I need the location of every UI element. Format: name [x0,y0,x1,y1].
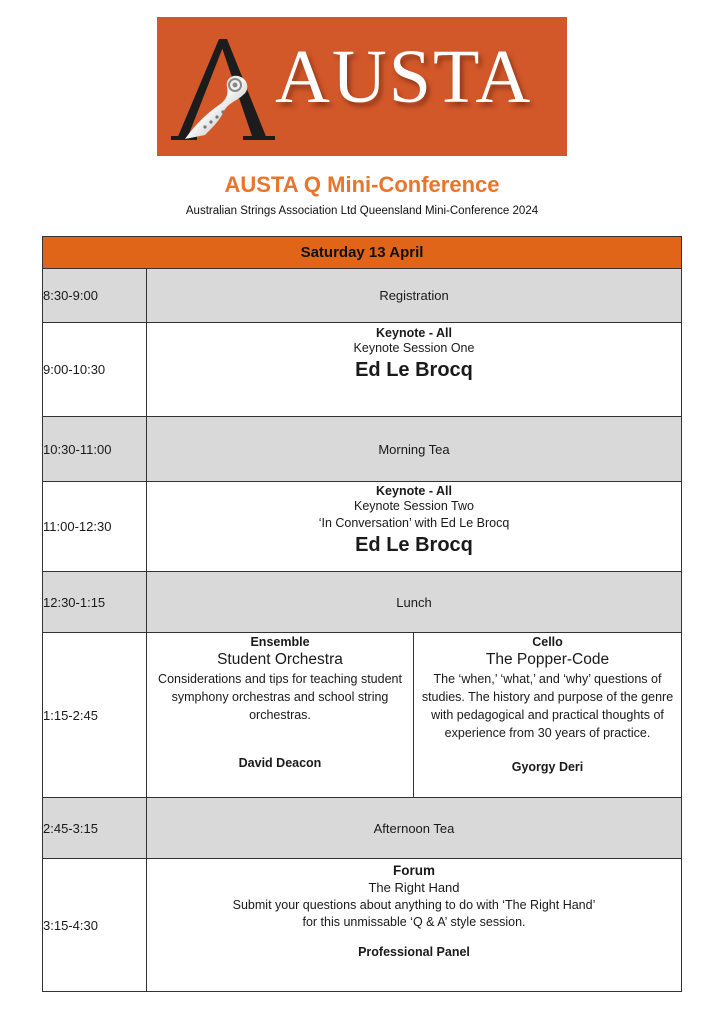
austa-logo [157,17,567,156]
session-cell: Morning Tea [147,417,682,482]
session-title: The Right Hand [368,880,460,895]
table-row [43,269,682,323]
session-type: Keynote - All [376,484,452,498]
session-title: Student Orchestra [217,651,343,668]
logo-wordmark: AUSTA [275,35,533,119]
table-row [43,482,682,572]
time-cell: 3:15-4:30 [43,859,147,992]
time-cell: 8:30-9:00 [43,269,147,323]
table-row [43,417,682,482]
day-header: Saturday 13 April [43,237,682,269]
session-subtitle: ‘In Conversation’ with Ed Le Brocq [318,516,510,530]
session-title: Keynote Session Two [354,499,474,513]
session-type: Forum [393,863,435,878]
session-cell-ensemble [147,633,414,798]
session-cell: Lunch [147,572,682,633]
table-row [43,572,682,633]
page-title: AUSTA Q Mini-Conference [224,172,500,197]
session-type: Keynote - All [376,326,452,340]
table-row [43,633,682,798]
table-row [43,323,682,417]
session-title: The Popper-Code [485,651,610,668]
session-description: Considerations and tips for teaching student symphony orchestras and school string orchestras. [158,672,402,722]
time-cell: 1:15-2:45 [43,633,147,798]
session-cell-cello [414,633,682,798]
speaker-name: Ed Le Brocq [355,534,473,556]
session-type: Ensemble [250,635,310,649]
time-cell: 11:00-12:30 [43,482,147,572]
session-cell [147,323,682,417]
page-subtitle: Australian Strings Association Ltd Queensland Mini-Conference 2024 [185,205,539,217]
time-cell: 10:30-11:00 [43,417,147,482]
session-description-line2: for this unmissable ‘Q & A’ style session. [302,915,526,929]
time-cell: 2:45-3:15 [43,798,147,859]
presenter-name: Professional Panel [358,945,470,959]
speaker-name: Ed Le Brocq [355,359,473,381]
table-row [43,859,682,992]
session-description-line1: Submit your questions about anything to do with ‘The Right Hand’ [232,898,596,912]
table-row [43,798,682,859]
session-description: The ‘when,’ ‘what,’ and ‘why’ questions of studies. The history and purpose of the genre with pedagogical and practical thoughts of experience from 30 years of practice. [421,672,674,740]
schedule-table [42,236,682,992]
time-cell: 12:30-1:15 [43,572,147,633]
session-type: Cello [532,635,563,649]
presenter-name: David Deacon [238,756,322,770]
session-cell [147,859,682,992]
presenter-name: Gyorgy Deri [511,760,584,774]
session-title: Keynote Session One [353,341,475,355]
session-cell: Registration [147,269,682,323]
session-cell: Afternoon Tea [147,798,682,859]
scroll-violin-a-icon [157,17,287,156]
session-cell [147,482,682,572]
time-cell: 9:00-10:30 [43,323,147,417]
